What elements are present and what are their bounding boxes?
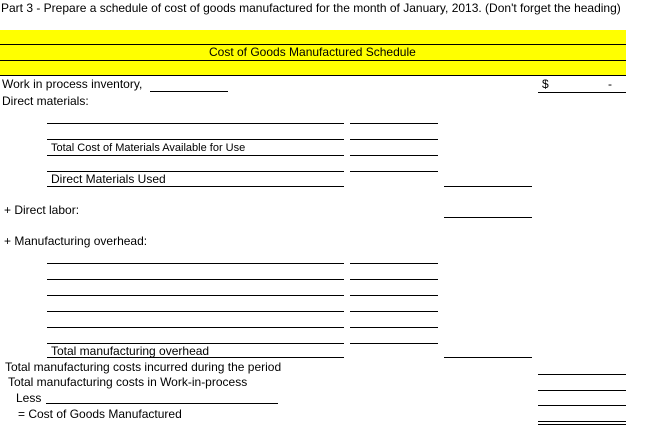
overhead-line-5-amount-blank[interactable] [350,327,438,328]
total-materials-available-amount-blank[interactable] [350,155,438,156]
total-costs-incurred-amount-blank[interactable] [538,374,626,375]
schedule-heading: Cost of Goods Manufactured Schedule [209,45,416,59]
materials-line-1-amount-blank[interactable] [350,123,438,124]
overhead-line-2-label-blank[interactable] [47,279,344,280]
less-label: Less [16,391,42,405]
instruction-text: Part 3 - Prepare a schedule of cost of goods manufactured for the month of January, 2013. (Don't forget the heading) [1,1,621,15]
overhead-line-6-amount-blank[interactable] [350,343,438,344]
manufacturing-overhead-label: + Manufacturing overhead: [4,234,148,248]
overhead-line-3-amount-blank[interactable] [350,295,438,296]
overhead-line-4-amount-blank[interactable] [350,311,438,312]
total-manufacturing-overhead-amount-blank[interactable] [444,357,532,358]
direct-materials-used-amount-blank[interactable] [444,186,532,187]
overhead-line-1-amount-blank[interactable] [350,263,438,264]
total-costs-wip-label: Total manufacturing costs in Work-in-process [8,375,248,389]
less-amount-blank[interactable] [538,405,626,406]
direct-materials-used-label: Direct Materials Used [51,172,166,186]
less-description-blank[interactable] [46,403,278,404]
heading-band-bottom [0,61,626,75]
work-in-process-date-blank[interactable] [150,91,228,92]
direct-labor-label: + Direct labor: [4,203,80,217]
overhead-line-5-label-blank[interactable] [47,327,344,328]
work-in-process-label: Work in process inventory, [2,77,143,91]
materials-line-1-label-blank[interactable] [47,123,344,124]
total-manufacturing-overhead-label: Total manufacturing overhead [51,344,210,358]
total-costs-incurred-label: Total manufacturing costs incurred during the period [5,360,282,374]
overhead-line-3-label-blank[interactable] [47,295,344,296]
direct-materials-label: Direct materials: [2,94,89,108]
overhead-line-2-amount-blank[interactable] [350,279,438,280]
materials-line-2-label-blank[interactable] [47,139,344,140]
materials-line-2-amount-blank[interactable] [350,139,438,140]
total-costs-wip-amount-blank[interactable] [538,390,626,391]
overhead-line-4-label-blank[interactable] [47,311,344,312]
overhead-line-1-label-blank[interactable] [47,263,344,264]
heading-band-top [0,30,626,44]
total-materials-available-label: Total Cost of Materials Available for Use [51,142,246,154]
cogm-amount-double-underline-1[interactable] [538,421,626,422]
cogm-amount-double-underline-2 [538,424,626,425]
materials-line-3-amount-blank[interactable] [350,171,438,172]
cogm-label: = Cost of Goods Manufactured [18,407,182,421]
direct-labor-amount-blank[interactable] [444,217,532,218]
wip-value-dash: - [608,77,612,91]
wip-value-underline[interactable] [538,92,626,93]
currency-symbol: $ [542,77,549,91]
